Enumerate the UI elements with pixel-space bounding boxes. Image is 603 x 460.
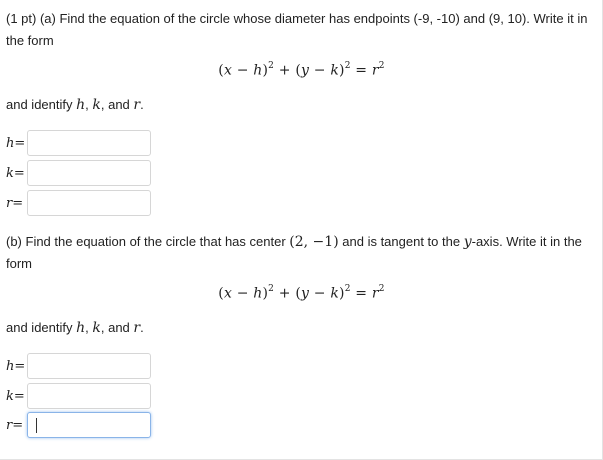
part-b-k-label: k= <box>6 389 25 404</box>
part-b-k-input[interactable] <box>27 383 151 409</box>
part-a-equation: $(x - h)^2 + (y - k)^2 = r^2$ <box>218 61 385 79</box>
part-b-prompt: (b) Find the equation of the circle that has center (2, −1) and is tangent to the y-axis. Write it in the form <box>6 234 582 271</box>
part-a-r-input[interactable] <box>27 190 151 216</box>
part-a-k-label: k= <box>6 166 25 181</box>
part-a-prompt: (1 pt) (a) Find the equation of the circle whose diameter has endpoints (-9, -10) and (9, 10). Write it in the form <box>6 11 588 48</box>
part-b-r-input[interactable] <box>27 412 151 438</box>
part-b-h-input[interactable] <box>27 353 151 379</box>
part-a-h-label: h= <box>6 136 26 151</box>
text-caret <box>36 418 37 433</box>
part-a-identify-text: and identify h, k, and r. <box>6 97 144 113</box>
part-b-equation: $(x - h)^2 + (y - k)^2 = r^2$ <box>218 284 385 302</box>
part-a-r-label: r= <box>6 196 24 211</box>
part-b-identify-text: and identify h, k, and r. <box>6 320 144 336</box>
part-b-h-label: h= <box>6 359 26 374</box>
part-a-k-input[interactable] <box>27 160 151 186</box>
part-a-h-input[interactable] <box>27 130 151 156</box>
part-b-r-label: r= <box>6 418 24 433</box>
